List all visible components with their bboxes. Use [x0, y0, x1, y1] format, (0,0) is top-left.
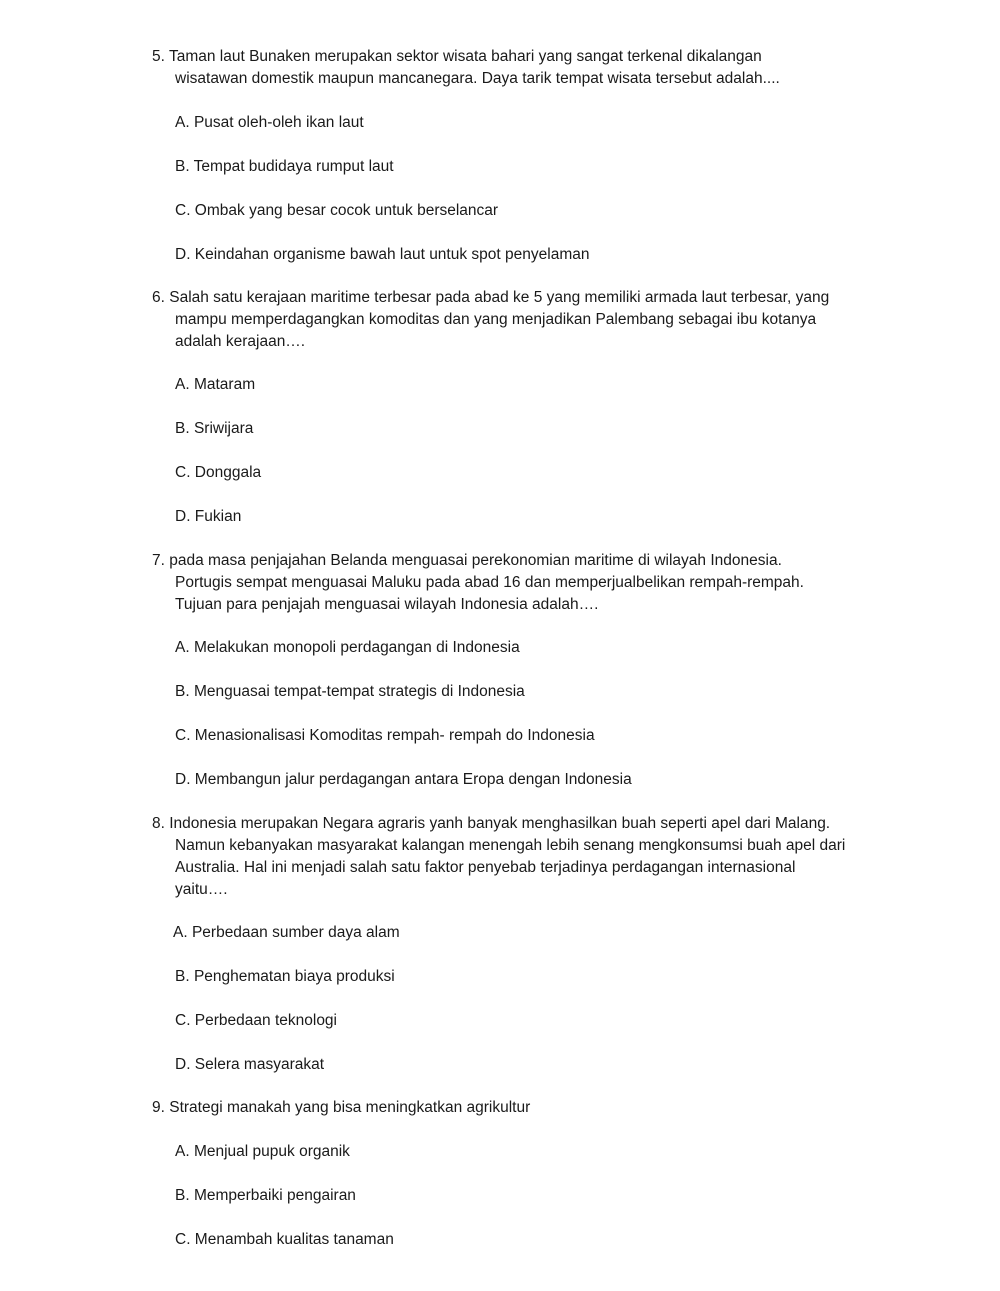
- option-8b[interactable]: B. Penghematan biaya produksi: [175, 968, 395, 985]
- option-7d[interactable]: D. Membangun jalur perdagangan antara Eropa dengan Indonesia: [175, 771, 632, 788]
- question-text-line: wisatawan domestik maupun mancanegara. Daya tarik tempat wisata tersebut adalah....: [175, 70, 780, 87]
- option-9b[interactable]: B. Memperbaiki pengairan: [175, 1187, 356, 1204]
- option-8a[interactable]: A. Perbedaan sumber daya alam: [173, 924, 400, 941]
- option-6a[interactable]: A. Mataram: [175, 376, 256, 393]
- option-9c[interactable]: C. Menambah kualitas tanaman: [175, 1231, 394, 1248]
- option-8c[interactable]: C. Perbedaan teknologi: [175, 1012, 338, 1029]
- option-5c[interactable]: C. Ombak yang besar cocok untuk berselancar: [175, 202, 499, 219]
- option-5a[interactable]: A. Pusat oleh-oleh ikan laut: [175, 114, 364, 131]
- option-6b[interactable]: B. Sriwijara: [175, 420, 254, 437]
- question-text-line: Australia. Hal ini menjadi salah satu faktor penyebab terjadinya perdagangan internasional: [175, 859, 796, 876]
- question-text-line: yaitu….: [175, 881, 228, 898]
- option-9a[interactable]: A. Menjual pupuk organik: [175, 1143, 350, 1160]
- question-text-line: Tujuan para penjajah menguasai wilayah Indonesia adalah….: [175, 596, 599, 613]
- question-text-line: Portugis sempat menguasai Maluku pada abad 16 dan memperjualbelikan rempah-rempah.: [175, 574, 804, 591]
- question-text-line: 8. Indonesia merupakan Negara agraris yanh banyak menghasilkan buah seperti apel dari Malang.: [152, 815, 831, 832]
- question-5: [152, 46, 892, 90]
- question-text-line: 6. Salah satu kerajaan maritime terbesar pada abad ke 5 yang memiliki armada laut terbesar, yang: [152, 289, 830, 306]
- question-6: [152, 287, 892, 353]
- question-7: [152, 550, 892, 616]
- question-text-line: 9. Strategi manakah yang bisa meningkatkan agrikultur: [152, 1099, 531, 1116]
- option-7b[interactable]: B. Menguasai tempat-tempat strategis di Indonesia: [175, 683, 525, 700]
- option-7c[interactable]: C. Menasionalisasi Komoditas rempah- rempah do Indonesia: [175, 727, 595, 744]
- question-9: [152, 1097, 892, 1119]
- question-text-line: 5. Taman laut Bunaken merupakan sektor wisata bahari yang sangat terkenal dikalangan: [152, 48, 762, 65]
- question-text-line: mampu memperdagangkan komoditas dan yang menjadikan Palembang sebagai ibu kotanya: [175, 311, 817, 328]
- option-5b[interactable]: B. Tempat budidaya rumput laut: [175, 158, 394, 175]
- question-text-line: 7. pada masa penjajahan Belanda menguasai perekonomian maritime di wilayah Indonesia.: [152, 552, 782, 569]
- option-8d[interactable]: D. Selera masyarakat: [175, 1056, 325, 1073]
- option-6d[interactable]: D. Fukian: [175, 508, 242, 525]
- option-6c[interactable]: C. Donggala: [175, 464, 262, 481]
- option-5d[interactable]: D. Keindahan organisme bawah laut untuk spot penyelaman: [175, 246, 590, 263]
- option-7a[interactable]: A. Melakukan monopoli perdagangan di Indonesia: [175, 639, 520, 656]
- question-text-line: Namun kebanyakan masyarakat kalangan menengah lebih senang mengkonsumsi buah apel dari: [175, 837, 846, 854]
- question-8: [152, 813, 892, 901]
- question-text-line: adalah kerajaan….: [175, 333, 306, 350]
